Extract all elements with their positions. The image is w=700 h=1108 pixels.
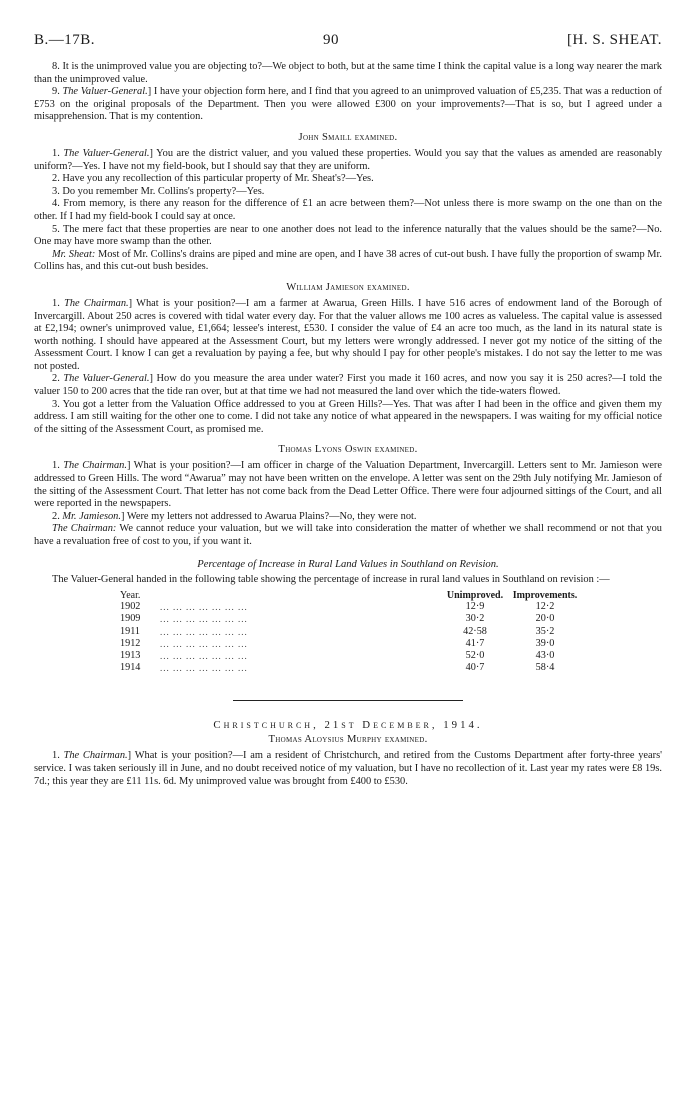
speaker-label: The Chairman: bbox=[52, 523, 117, 535]
table-row: 1914 ... ... ... ... ... ... ... 40·7 58·4 bbox=[120, 662, 580, 674]
table-title: Percentage of Increase in Rural Land Values in Southland on Revision. bbox=[197, 558, 499, 570]
cell-improvements: 12·2 bbox=[535, 601, 555, 613]
witness-heading-oswin: Thomas Lyons Oswin examined. bbox=[278, 444, 418, 456]
speaker-label: The Chairman. bbox=[63, 750, 128, 762]
cell-year: 1912 bbox=[120, 637, 141, 649]
table-row: 1911 ... ... ... ... ... ... ... 42·58 35·2 bbox=[120, 626, 580, 638]
paragraph-jamieson-2: 2. The Valuer-General.] How do you measure the area under water? First you made it 160 acres, and now you say it is 250 acres?—I told the valuer 150 to 200 acres that the tide ran over, but at that time we had not measured the land over which the tide-waters flowed. bbox=[34, 373, 662, 398]
paragraph-jamieson-1: 1. The Chairman.] What is your position?—I am a farmer at Awarua, Green Hills. I have 516 acres of endowment land of the Borough of Invercargill. About 250 acres is covered with tidal water every day. For that the valuer allows me 100 acres as valueless. The capital value is assessed at £2,194; owner's unimproved value, £1,664; lessee's interest, £530. I consider the value of £4 an acre too much, as the land in its natural state is worth nothing. I should have appeared at the Assessment Court, but my letters were wrongly addressed. I never got my notice of the sitting of the Assessment Court. I know I can get a revaluation by paying a fee, but why should I pay for other people's mistakes. I do not say the letter to me was not posted. bbox=[34, 297, 662, 372]
cell-improvements: 35·2 bbox=[535, 625, 555, 637]
speaker-label: The Valuer-General. bbox=[63, 373, 150, 385]
cell-unimproved: 40·7 bbox=[465, 662, 485, 674]
paragraph-murphy-1: 1. The Chairman.] What is your position?—I am a resident of Christchurch, and retired from the Customs Department after forty-three years' service. I was taken seriously ill in June, and no doubt received notice of my valuation, but I have no recollection of it. Last year my rates were £8 19s. 7d.; this year they are £11 11s. 6d. My unimproved value was brought from £400 to £530. bbox=[34, 750, 662, 787]
table-header-row bbox=[120, 590, 580, 601]
cell-improvements: 39·0 bbox=[535, 637, 555, 649]
cell-year: 1914 bbox=[120, 662, 141, 674]
speaker-label: The Valuer-General. bbox=[62, 86, 148, 98]
speaker-label: The Valuer-General. bbox=[63, 147, 150, 159]
paragraph-smaill-5: 5. The mere fact that these properties are near to one another does not lead to the inference naturally that the values should be the same?—No. One may have more swamp than the other. bbox=[34, 223, 662, 248]
place-date-heading: Christchurch, 21st December, 1914. bbox=[213, 719, 483, 732]
cell-unimproved: 12·9 bbox=[465, 601, 485, 613]
paragraph-smaill-3: 3. Do you remember Mr. Collins's property?—Yes. bbox=[52, 185, 265, 197]
cell-unimproved: 30·2 bbox=[465, 613, 485, 625]
paragraph-oswin-2: 2. Mr. Jamieson.] Were my letters not addressed to Awarua Plains?—No, they were not. bbox=[52, 510, 417, 522]
paragraph-smaill-1: 1. The Valuer-General.] You are the district valuer, and you valued these properties. Would you say that the values as amended are reasonably uniform?—Yes. I have not my field-book, but I should say that they are uniform. bbox=[34, 147, 663, 172]
page-header bbox=[34, 32, 662, 49]
cell-improvements: 58·4 bbox=[535, 662, 555, 674]
cell-unimproved: 42·58 bbox=[463, 625, 487, 637]
section-divider bbox=[233, 700, 463, 701]
column-header-improvements: Improvements. bbox=[512, 590, 578, 602]
table-intro: The Valuer-General handed in the following table showing the percentage of increase in rural land values in Southland on revision :— bbox=[52, 573, 610, 585]
cell-year: 1902 bbox=[120, 601, 141, 613]
paragraph-q9: 9. The Valuer-General.] I have your objection form here, and I find that you agreed to an unimproved valuation of £5,235. That was a reduction of £753 on the original proposals of the Department. Then you were allowed £300 on your improvements?—That is so, but I agreed under a misapprehension. That is my contention. bbox=[34, 86, 662, 123]
witness-heading-jamieson: William Jamieson examined. bbox=[286, 281, 410, 293]
paragraph-jamieson-3: 3. You got a letter from the Valuation Office addressed to you at Green Hills?—Yes. That was after I had been in the office and given them my address. I am still waiting for the other one to come. I did not take any notice of what appeared in the newspapers. I was waiting for my official notice of the sitting of the Assessment Court, as promised me. bbox=[34, 398, 662, 435]
paragraph-smaill-sheat: Mr. Sheat: Most of Mr. Collins's drains are piped and mine are open, and I have 38 acres of cut-out bush. I have fully the proportion of swamp Mr. Collins has, and this cut-out bush besides. bbox=[34, 248, 663, 273]
speaker-label: The Chairman. bbox=[63, 460, 127, 472]
header-witness: [H. S. SHEAT. bbox=[567, 32, 662, 48]
paragraph-oswin-chairman: The Chairman: We cannot reduce your valuation, but we will take into consideration the matter of whether we shall recommend or not that you have a revaluation free of cost to you, if you want it. bbox=[34, 523, 662, 547]
speaker-label: The Chairman. bbox=[64, 297, 129, 309]
cell-improvements: 20·0 bbox=[535, 613, 555, 625]
cell-year: 1913 bbox=[120, 650, 141, 661]
column-header-year: Year. bbox=[120, 590, 141, 602]
table-row: 1912 ... ... ... ... ... ... ... 41·7 39·0 bbox=[120, 638, 580, 650]
paragraph-smaill-2: 2. Have you any recollection of this particular property of Mr. Sheat's?—Yes. bbox=[52, 173, 374, 185]
witness-heading-smaill: John Smaill examined. bbox=[298, 131, 398, 143]
cell-unimproved: 52·0 bbox=[465, 650, 485, 661]
table-row: 1913 ... ... ... ... ... ... ... 52·0 43·0 bbox=[120, 650, 580, 662]
table-row: 1909 ... ... ... ... ... ... ... 30·2 20·0 bbox=[120, 613, 580, 625]
witness-heading-murphy: Thomas Aloysius Murphy examined. bbox=[268, 734, 428, 746]
page-number: 90 bbox=[323, 32, 340, 48]
percentage-table bbox=[120, 590, 580, 674]
paragraph-oswin-1: 1. The Chairman.] What is your position?—I am officer in charge of the Valuation Department, Invercargill. Letters sent to Mr. Jamieson were addressed to Green Hills. The word “Awarua” may not have been written on the envelope. A letter was sent on the 29th July notifying Mr. Jamieson of the sitting of the Assessment Court. That letter has not come back from the Dead Letter Office. There were four adjourned sittings of the Court, and all were reported in the newspapers. bbox=[34, 460, 663, 510]
speaker-label: Mr. Sheat: bbox=[52, 248, 96, 260]
header-reference: B.—17B. bbox=[34, 32, 96, 48]
column-header-unimproved: Unimproved. bbox=[446, 590, 504, 602]
speaker-label: Mr. Jamieson. bbox=[62, 510, 121, 522]
paragraph-q8: 8. It is the unimproved value you are objecting to?—We object to both, but at the same time I think the capital value is a long way nearer the mark than the unimproved value. bbox=[34, 61, 662, 85]
cell-improvements: 43·0 bbox=[535, 650, 555, 661]
paragraph-smaill-4: 4. From memory, is there any reason for the difference of £1 an acre between them?—Not unless there is more swamp on the one than on the other. If I had my field-book I could say at once. bbox=[34, 198, 662, 222]
cell-year: 1911 bbox=[120, 625, 140, 637]
cell-year: 1909 bbox=[120, 613, 141, 625]
table-row: 1902 ... ... ... ... ... ... ... 12·9 12·2 bbox=[120, 601, 580, 613]
cell-unimproved: 41·7 bbox=[465, 637, 485, 649]
